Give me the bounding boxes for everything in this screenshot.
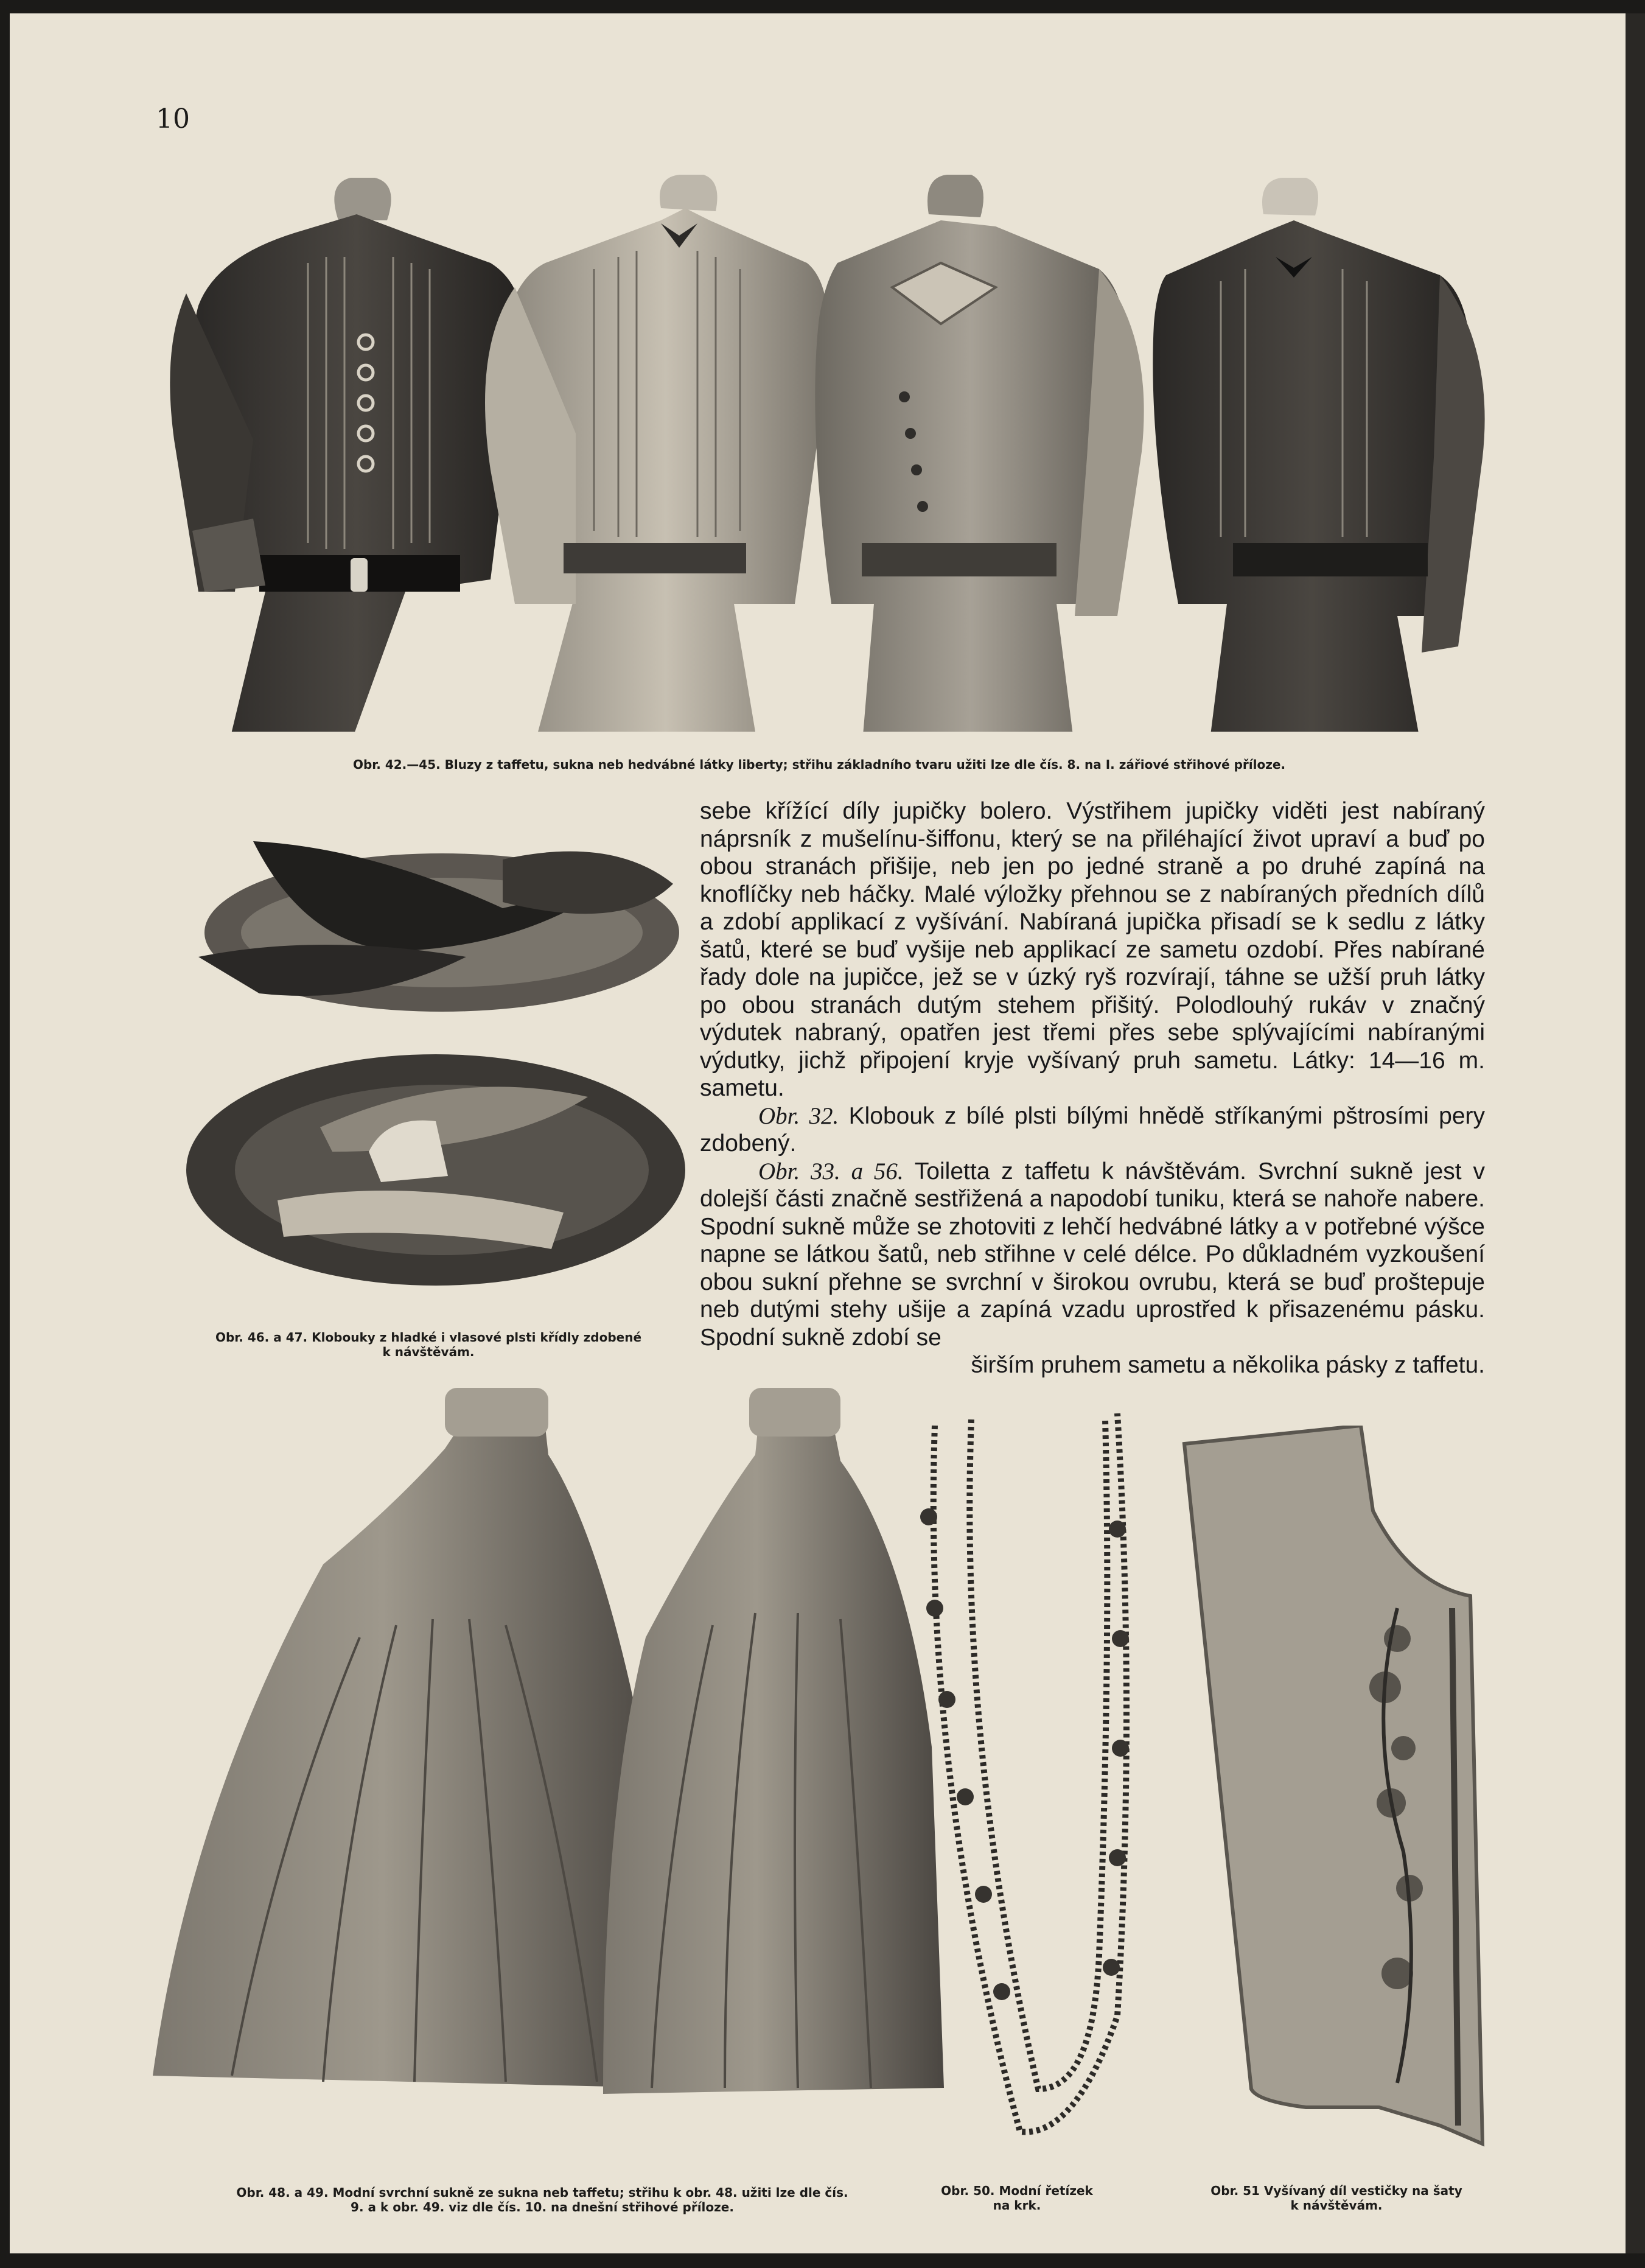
- hats-illustration: [186, 811, 685, 1298]
- caption-necklace-line1: Obr. 50. Modní řetízek: [941, 2183, 1093, 2198]
- skirts-illustration: [141, 1382, 956, 2094]
- blouse-42: [170, 178, 523, 732]
- article-text: [700, 797, 1485, 1379]
- article-paragraph-3-end: širším pruhem sametu a několika pásky z taffetu.: [971, 1352, 1485, 1378]
- page-number: 10: [156, 103, 190, 135]
- skirt-48: [153, 1388, 664, 2088]
- necklace-illustration: [910, 1407, 1154, 2156]
- caption-skirts-line1: Obr. 48. a 49. Modní svrchní sukně ze sukna neb taffetu; střihu k obr. 48. užiti lze dle čís.: [236, 2185, 848, 2200]
- skirt-49: [603, 1388, 944, 2094]
- caption-vest: [1154, 2183, 1519, 2213]
- blouses-illustration: [150, 166, 1501, 732]
- magazine-page: [10, 13, 1626, 2253]
- caption-vest-line2: k návštěvám.: [1290, 2198, 1383, 2213]
- caption-hats: [161, 1330, 696, 1359]
- caption-skirts: [119, 2185, 965, 2214]
- figure-ref-32: Obr. 32.: [758, 1102, 839, 1129]
- vest-illustration: [1166, 1426, 1507, 2156]
- caption-vest-line1: Obr. 51 Vyšívaný díl vestičky na šaty: [1210, 2183, 1462, 2198]
- figure-ref-33: Obr. 33. a 56.: [758, 1158, 904, 1185]
- blouse-43: [485, 175, 829, 732]
- article-paragraph-3: Obr. 33. a 56. Toiletta z taffetu k návštěvám. Svrchní sukně jest v dolejší části značně sestřižená a napodobí tuniku, která se nahoře nabere. Spodní sukně může se zhotoviti z lehčí hedvábné látky a v potřebné výšce napne se látkou šatů, neb střihne v celé délce. Po důkladném vyzkoušení obou sukní přehne se svrchní v širokou ovrubu, která se buď proštepuje neb dutými stehy ušije a zapíná vzadu uprostřed k přisazenému pásku. Spodní sukně zdobí se: [700, 1158, 1485, 1351]
- caption-necklace-line2: na krk.: [993, 2198, 1041, 2213]
- caption-blouses: Obr. 42.—45. Bluzy z taffetu, sukna neb hedvábné látky liberty; střihu základního tvaru užiti lze dle čís. 8. na I. zářiové střihové příloze.: [352, 757, 1286, 772]
- hat-46: [198, 841, 679, 1012]
- caption-skirts-line2: 9. a k obr. 49. viz dle čís. 10. na dnešní střihové příloze.: [351, 2200, 734, 2214]
- article-paragraph-1: sebe křížící díly jupičky bolero. Výstřihem jupičky viděti jest nabíraný náprsník z mušelínu-šiffonu, který se na přiléhající život upraví a buď po obou stranách přišije, neb jen po jedné straně a po druhé zapíná na knoflíčky neb háčky. Malé výložky přehnou se z nabíraných předních dílů a zdobí applikací z vyšívání. Nabíraná jupička přisadí se k sedlu z látky šatů, které se buď vyšije neb applikací ze sametu ozdobí. Přes nabírané řady dole na jupičce, jež se v úzký ryš rozvírají, táhne se užší pruh látky po obou stranách dutým stehem přišitý. Polodlouhý rukáv v značný výdutek nabraný, opatřen jest třemi přes sebe splývajícími nabíranými výdutky, jichž připojení kryje vyšívaný pruh sametu. Látky: 14—16 m. sametu.: [700, 798, 1485, 1101]
- caption-necklace: [926, 2183, 1108, 2213]
- caption-hats-line1: Obr. 46. a 47. Klobouky z hladké i vlasové plsti křídly zdobené: [215, 1330, 642, 1345]
- caption-hats-line2: k návštěvám.: [382, 1345, 475, 1359]
- blouse-45: [1153, 178, 1484, 732]
- article-paragraph-2: Obr. 32. Klobouk z bílé plsti bílými hnědě stříkanými pštrosími pery zdobený.: [700, 1102, 1485, 1157]
- hat-47: [186, 1054, 685, 1286]
- blouse-44: [815, 175, 1144, 732]
